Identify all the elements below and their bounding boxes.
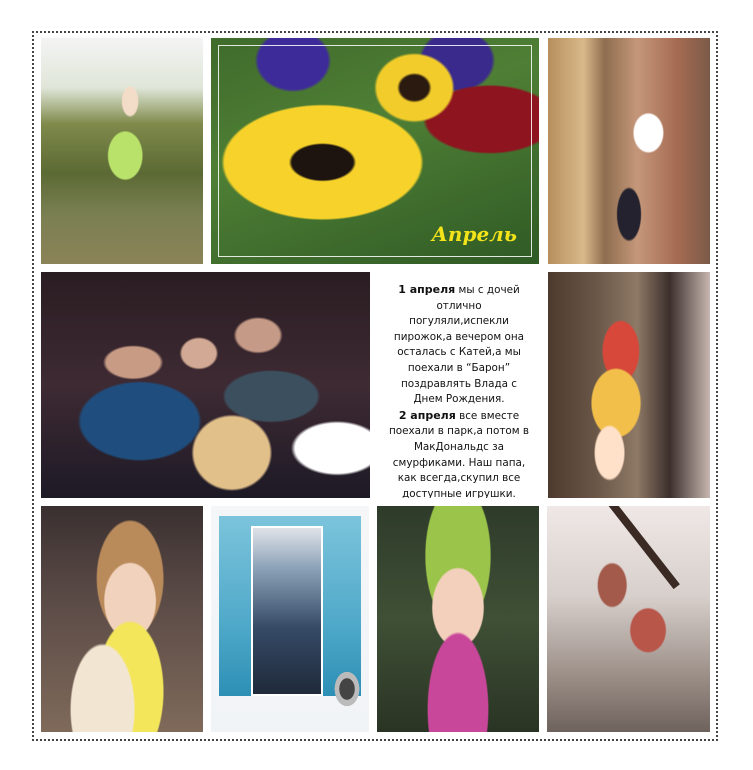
photo-mirror-poster [211, 506, 369, 732]
photo-girl-rabbit-statue [548, 272, 710, 498]
photo-girl-with-cake [41, 506, 203, 732]
poster-face-drawing [329, 664, 365, 714]
journal-text-2: все вместе поехали в парк,а потом в МакДональдс за смурфиками. Наш папа, как всегда,скупил все доступные игрушки. [388, 409, 529, 498]
photo-girl-striped-hat [377, 506, 539, 732]
journal-text-1: мы с дочей отлично погуляли,испекли пирожок,а вечером она осталась с Катей,а мы поехали в “Барон” поздравлять Влада с Днем Рождения. [393, 284, 525, 406]
journal-paragraph-2 [386, 408, 532, 498]
branch-shape [606, 506, 680, 589]
mirror-reflection [251, 526, 323, 696]
photo-girl-bushes [41, 38, 203, 264]
journal-text-block [378, 272, 540, 498]
journal-paragraph-1 [386, 282, 532, 408]
journal-date-2: 2 апреля [398, 408, 456, 422]
photo-buds-branch [547, 506, 710, 732]
month-label: Апрель [431, 222, 517, 246]
photo-police-cutout [548, 38, 710, 264]
journal-date-1: 1 апреля [398, 283, 456, 296]
photo-pansies [211, 38, 539, 264]
photo-family-party [41, 272, 370, 498]
